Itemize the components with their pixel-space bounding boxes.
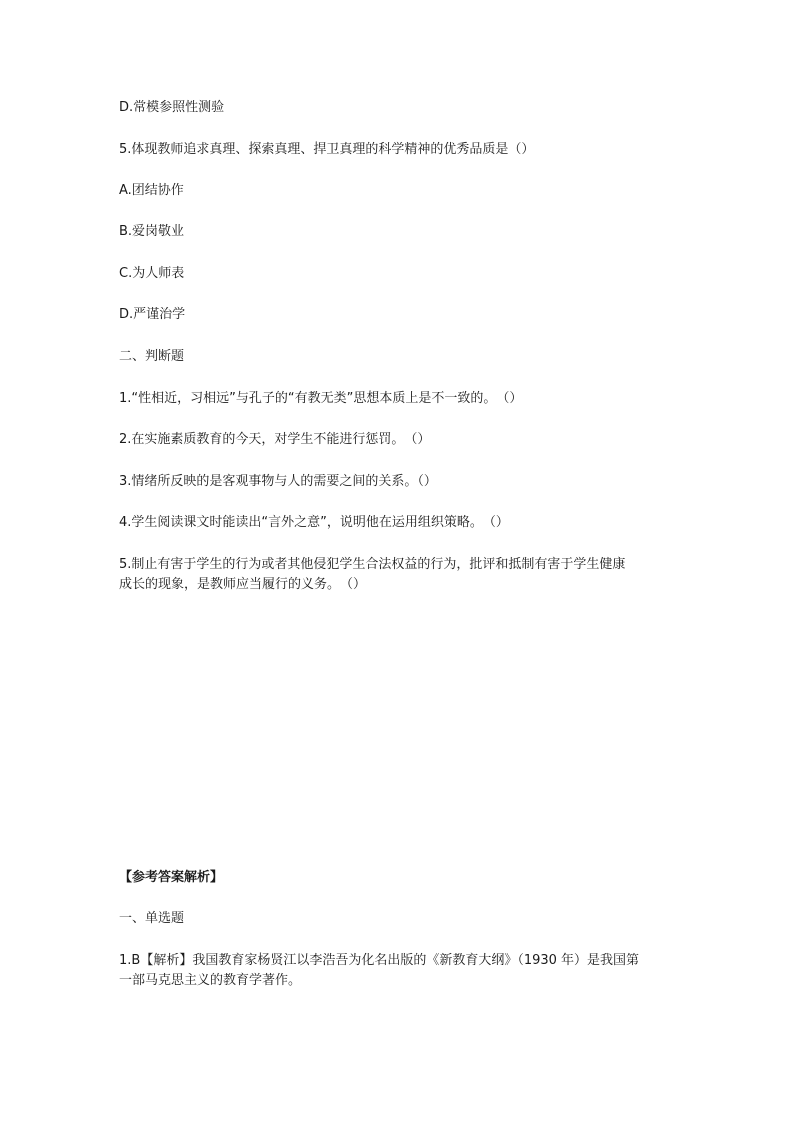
answers-section-single: 一、单选题: [119, 911, 185, 926]
q5-option-a: A.团结协作: [119, 183, 184, 198]
judge-item-4: 4.学生阅读课文时能读出“言外之意”，说明他在运用组织策略。 （）: [119, 515, 509, 530]
q5-option-b: B.爱岗敬业: [119, 224, 185, 239]
judge-item-2: 2.在实施素质教育的今天，对学生不能进行惩罚。 （）: [119, 432, 431, 447]
section-heading-judge: 二、判断题: [119, 349, 185, 364]
judge-item-1: 1.“性相近，习相远”与孔子的“有教无类”思想本质上是不一致的。 （）: [119, 391, 523, 406]
q5-option-d: D.严谨治学: [119, 307, 186, 322]
q5-stem: 5.体现教师追求真理、探索真理、捍卫真理的科学精神的优秀品质是（）: [119, 142, 535, 157]
answer-1-line-2: 一部马克思主义的教育学著作。: [119, 973, 302, 988]
judge-item-3: 3.情绪所反映的是客观事物与人的需要之间的关系。（）: [119, 474, 437, 489]
judge-item-5-line-1: 5.制止有害于学生的行为或者其他侵犯学生合法权益的行为，批评和抵制有害于学生健康: [119, 557, 626, 572]
answer-1-line-1: 1.B【解析】我国教育家杨贤江以李浩吾为化名出版的《新教育大纲》（1930 年）是我国第: [119, 953, 640, 968]
answers-heading: 【参考答案解析】: [119, 870, 224, 885]
q5-option-c: C.为人师表: [119, 266, 185, 281]
judge-item-5-line-2: 成长的现象，是教师应当履行的义务。 （）: [119, 577, 367, 592]
q4-option-d: D.常模参照性测验: [119, 100, 225, 115]
